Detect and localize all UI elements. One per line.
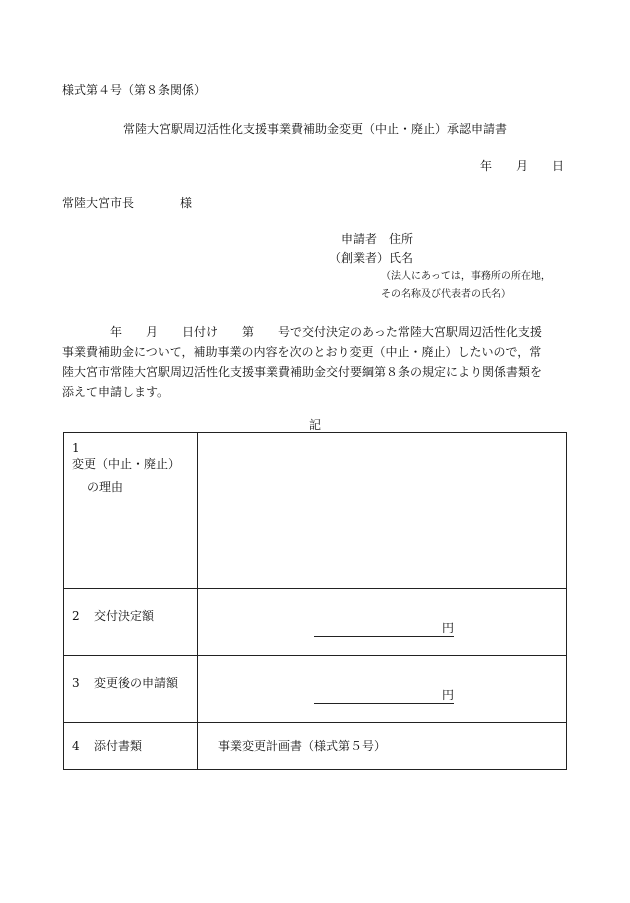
item-label: 交付決定額 — [94, 609, 155, 623]
document-title: 常陸大宮駅周辺活性化支援事業費補助金変更（中止・廃止）承認申請書 — [122, 122, 507, 136]
reason-field[interactable] — [198, 433, 567, 589]
item-label: 添付書類 — [94, 739, 143, 753]
addressee-honorific: 様 — [180, 196, 193, 210]
granted-amount-field[interactable] — [198, 589, 567, 656]
body-line-1: 年 月 日付け 第 号で交付決定のあった常陸大宮駅周辺活性化支援 — [110, 325, 542, 339]
attachments-cell — [198, 723, 567, 770]
revised-amount-field[interactable] — [198, 656, 567, 723]
item-label: 変更（中止・廃止） — [72, 457, 181, 471]
applicant-address-row — [329, 230, 551, 249]
addressee-name: 常陸大宮市長 — [62, 196, 135, 210]
yen-unit: 円 — [441, 688, 454, 702]
table-row — [64, 589, 567, 656]
table-row — [64, 723, 567, 770]
applicant-block — [329, 230, 551, 304]
addressee — [62, 194, 192, 211]
ki-heading: 記 — [308, 418, 321, 432]
applicant-note-2: その名称及び代表者の氏名） — [381, 289, 511, 300]
revised-amount-line — [314, 687, 454, 704]
table-row — [64, 433, 567, 589]
form-number: 様式第４号（第８条関係） — [62, 83, 207, 97]
item-2-label-cell — [64, 589, 198, 656]
item-number: 4 — [72, 739, 80, 753]
application-body — [62, 322, 542, 402]
item-4-label-cell — [64, 723, 198, 770]
table-row — [64, 656, 567, 723]
item-3-label-cell — [64, 656, 198, 723]
granted-amount-line — [314, 620, 454, 637]
applicant-role: 申請者 — [341, 232, 378, 246]
date-line — [480, 157, 564, 174]
date-day: 日 — [551, 159, 564, 173]
body-line-2: 事業費補助金について，補助事業の内容を次のとおり変更（中止・廃止）したいので，常 — [62, 345, 542, 359]
body-line-3: 陸大宮市常陸大宮駅周辺活性化支援事業費補助金交付要綱第８条の規定により関係書類を — [62, 365, 543, 379]
body-line-4: 添えて申請します。 — [62, 385, 170, 399]
yen-unit: 円 — [441, 621, 454, 635]
items-table — [63, 432, 567, 770]
date-year: 年 — [479, 159, 492, 173]
applicant-name-label: 氏名 — [389, 251, 414, 265]
item-label: 変更後の申請額 — [94, 676, 179, 690]
item-number: 2 — [72, 609, 80, 623]
item-number: 3 — [72, 676, 80, 690]
applicant-name-row — [329, 249, 551, 268]
applicant-address-label: 住所 — [389, 232, 414, 246]
attachment-value: 事業変更計画書（様式第５号） — [218, 739, 387, 753]
item-label-cont: の理由 — [87, 480, 124, 494]
applicant-note-1: （法人にあっては，事務所の所在地， — [381, 271, 551, 282]
item-1-label-cell — [64, 433, 198, 589]
date-month: 月 — [515, 159, 528, 173]
item-number: 1 — [72, 441, 80, 455]
applicant-role-paren: （創業者） — [329, 251, 390, 265]
